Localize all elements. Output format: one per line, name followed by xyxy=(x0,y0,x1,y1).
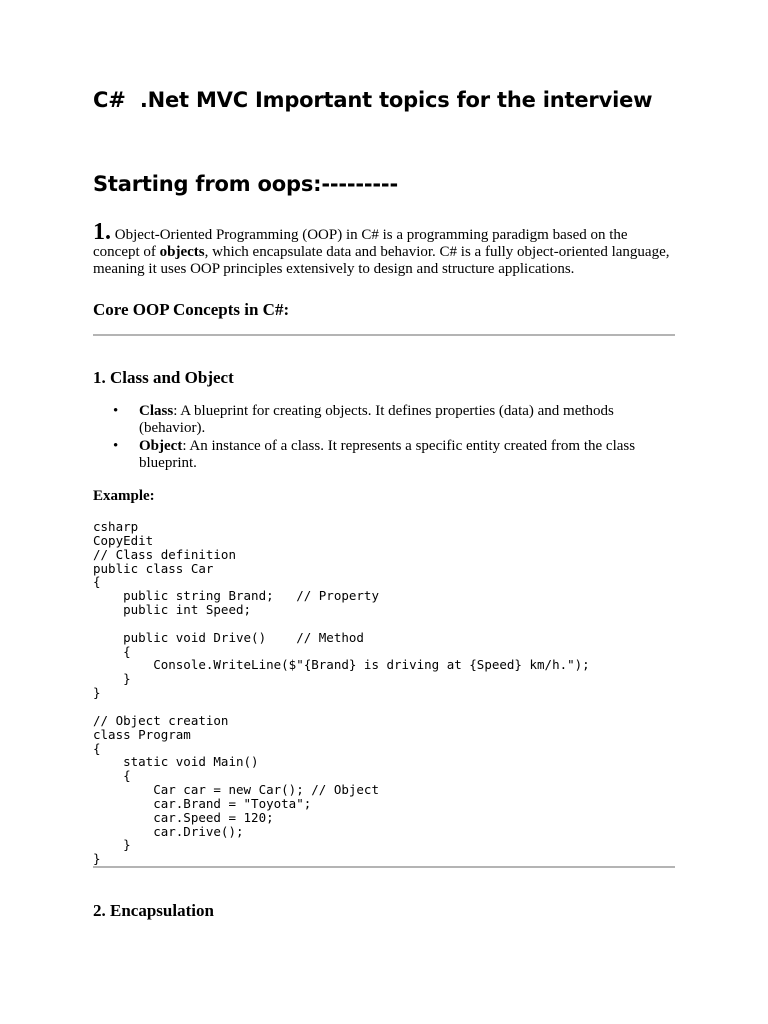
horizontal-rule xyxy=(93,866,675,868)
intro-number: 1. xyxy=(93,219,111,245)
list-item xyxy=(93,403,653,437)
intro-text-after: , which encapsulate data and behavior. C# is a fully object-oriented language, meaning it uses OOP principles extensively to design and structure applications. xyxy=(93,244,670,277)
bullet-text: : A blueprint for creating objects. It defines properties (data) and methods (behavior). xyxy=(139,403,614,436)
list-item xyxy=(93,438,653,472)
section-subtitle: Starting from oops:--------- xyxy=(93,172,398,196)
horizontal-rule xyxy=(93,334,675,336)
example-label: Example: xyxy=(93,488,155,504)
intro-bold-word: objects xyxy=(159,244,205,260)
bullet-list xyxy=(93,403,653,473)
bullet-term: Object xyxy=(139,438,183,454)
section-heading-class-object: 1. Class and Object xyxy=(93,368,234,387)
bullet-term: Class xyxy=(139,403,174,419)
bullet-text: : An instance of a class. It represents a specific entity created from the class blueprint. xyxy=(139,438,636,471)
document-title: C# .Net MVC Important topics for the interview xyxy=(93,88,653,112)
code-block: csharp CopyEdit // Class definition public class Car { public string Brand; // Property public int Speed; public void Drive() // Method { Console.WriteLine($"{Brand} is driving at {Speed} km/h."); } } // Object creation class Program { static void Main() { Car car = new Car(); // Object car.Brand = "Toyota"; car.Speed = 120; car.Drive(); } } xyxy=(93,519,590,867)
intro-text-before: Object-Oriented Programming (OOP) in C# is a programming paradigm based on the concept of xyxy=(93,227,628,260)
core-concepts-heading: Core OOP Concepts in C#: xyxy=(93,300,290,319)
bullet-icon: • xyxy=(113,403,119,419)
bullet-icon: • xyxy=(113,438,119,454)
intro-paragraph xyxy=(93,219,675,278)
section-heading-encapsulation: 2. Encapsulation xyxy=(93,901,214,920)
